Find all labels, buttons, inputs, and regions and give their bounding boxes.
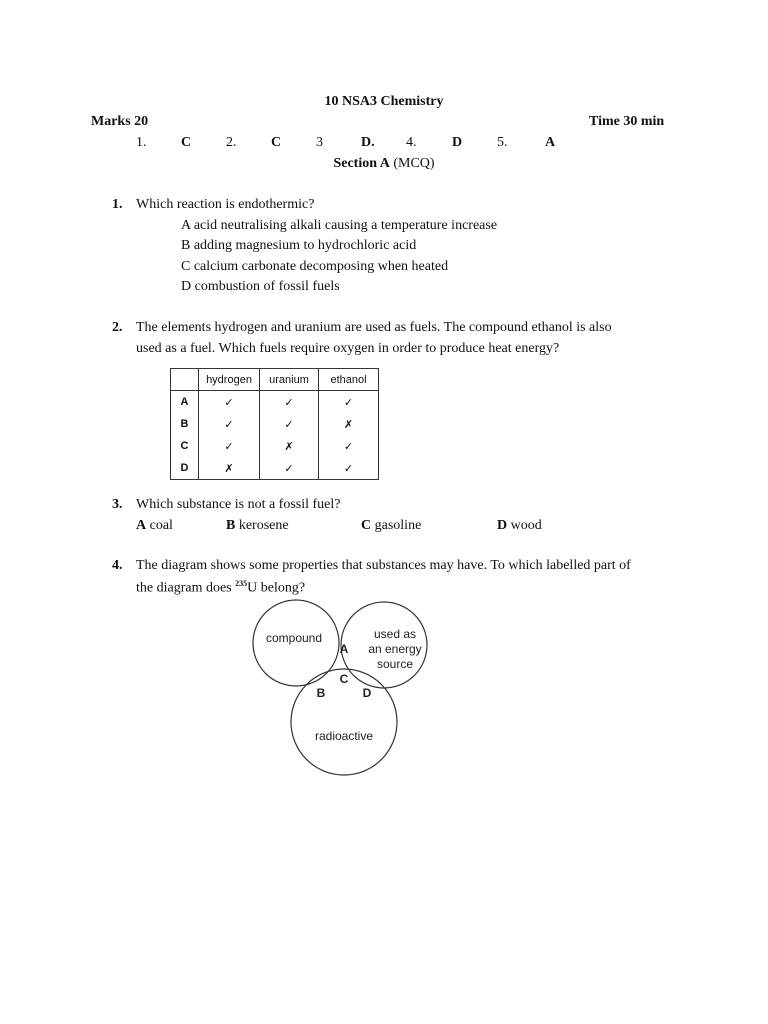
section-suffix: (MCQ) [393,156,435,171]
answer-num: 3 [316,135,323,150]
row-label: D [171,457,199,480]
venn-diagram [250,598,440,780]
row-label: C [171,435,199,457]
answer-letter: D. [361,135,375,150]
table-cell: ✓ [319,457,379,480]
table-cell: ✓ [319,391,379,414]
radioactive-label: radioactive [314,729,374,743]
option-d: D wood [497,518,542,533]
table-cell: ✓ [199,391,260,414]
option-a: A acid neutralising alkali causing a temperature increase [181,218,498,233]
answer-letter: C [271,135,282,150]
question-number: 4. [112,558,123,573]
question-number: 3. [112,497,123,512]
question-number: 1. [112,197,123,212]
question-text-line-1: The diagram shows some properties that substances may have. To which labelled part of [136,558,631,573]
table-cell: ✓ [319,435,379,457]
table-header-row [171,369,379,391]
option-a: A coal [136,518,173,533]
column-header: ethanol [319,369,379,391]
option-b: B adding magnesium to hydrochloric acid [181,238,417,253]
option-b: B kerosene [226,518,289,533]
table-cell: ✓ [260,413,319,435]
option-d: D combustion of fossil fuels [181,279,340,294]
table-cell: ✓ [260,391,319,414]
answer-num: 5. [497,135,508,150]
question-number: 2. [112,320,123,335]
table-cell: ✗ [319,413,379,435]
row-label: A [171,391,199,414]
energy-label-line-3: source [376,657,414,671]
table-row [171,457,379,480]
section-title: Section A [333,156,390,171]
answer-num: 1. [136,135,147,150]
region-c-label: C [339,672,349,686]
column-header: uranium [260,369,319,391]
fuel-table [170,368,379,480]
table-row [171,435,379,457]
answer-num: 4. [406,135,417,150]
table-cell: ✓ [199,413,260,435]
region-a-label: A [339,642,349,656]
answer-num: 2. [226,135,237,150]
table-cell: ✓ [199,435,260,457]
answer-letter: A [545,135,556,150]
marks-label: Marks 20 [91,114,149,129]
table-cell: ✗ [260,435,319,457]
column-header: hydrogen [199,369,260,391]
row-label: B [171,413,199,435]
table-row [171,391,379,414]
question-text: Which reaction is endothermic? [136,197,315,212]
time-label: Time 30 min [589,114,665,129]
question-text: Which substance is not a fossil fuel? [136,497,341,512]
question-text-line-2: the diagram does $^{235}$U belong? [136,579,306,596]
option-c: C gasoline [361,518,422,533]
question-text-line-2: used as a fuel. Which fuels require oxygen in order to produce heat energy? [136,341,560,356]
answer-letter: C [181,135,192,150]
energy-label-line-2: an energy [368,642,422,656]
region-d-label: D [362,686,372,700]
question-text-line-1: The elements hydrogen and uranium are used as fuels. The compound ethanol is also [136,320,612,335]
section-heading [0,156,768,172]
region-b-label: B [316,686,326,700]
energy-label-line-1: used as [373,627,417,641]
table-corner [171,369,199,391]
compound-label: compound [265,631,323,645]
table-cell: ✗ [199,457,260,480]
table-row [171,413,379,435]
table-cell: ✓ [260,457,319,480]
answer-letter: D [452,135,463,150]
option-c: C calcium carbonate decomposing when heated [181,259,449,274]
page-title: 10 NSA3 Chemistry [324,94,444,109]
